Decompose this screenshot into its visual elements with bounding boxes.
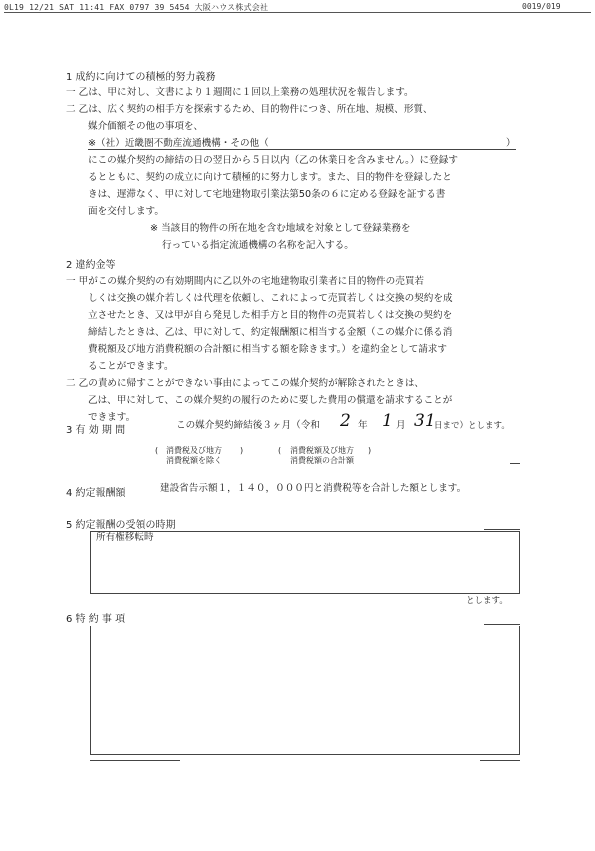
registry-close-paren: ） [506,138,516,149]
section2-item1-line3: 立させたとき、又は甲が自ら発見した相手方と目的物件の売買若しくは交換の契約を [88,310,453,321]
tax-paren-left-line1: 消費税及び地方 [166,446,222,455]
section2-item1-line1: 一 甲がこの媒介契約の有効期間内に乙以外の宅地建物取引業者に目的物件の売買若 [66,276,425,287]
section1-item2-line2: 媒介価額その他の事項を、 [88,121,204,132]
registry-underline [88,149,516,150]
validity-year: 2 [340,411,351,431]
tax-paren-right-open: ( [278,446,282,455]
section2-heading: 2 違約金等 [66,260,116,271]
section2-item2-line1: 二 乙の責めに帰すことができない事由によってこの媒介契約が解除されたときは、 [66,378,425,389]
tax-paren-right-line2: 消費税額の合計額 [290,456,354,465]
section1-note-line1: ※ 当該目的物件の所在地を含む地域を対象として登録業務を [150,223,411,234]
section2-item1-line2: しくは交換の媒介若しくは代理を依頼し、これによって売買若しくは交換の契約を成 [88,293,453,304]
tax-dash-mark [510,463,520,464]
tax-paren-left-open: ( [155,446,159,455]
fee-timing-value: 所有権移転時 [96,532,154,543]
validity-day: 31 [414,411,436,431]
section3-heading: 3 有 効 期 間 [66,425,126,436]
section5-heading: 5 約定報酬の受領の時期 [66,520,176,531]
section6-heading: 6 特 約 事 項 [66,614,126,625]
validity-month: 1 [382,411,393,431]
special-terms-top-tick [484,624,520,625]
section2-item1-line6: ることができます。 [88,361,174,372]
section1-item2-line6: 面を交付します。 [88,206,164,217]
section2-item1-line5: 費税額及び地方消費税額の合計額に相当する額を除きます。）を違約金として請求す [88,344,447,355]
validity-tail: 日まで）とします。 [434,421,510,431]
section2-item2-line2: 乙は、甲に対して、この媒介契約の履行のために要した費用の償還を請求することが [88,395,453,406]
section1-note-line2: 行っている指定流通機構の名称を記入する。 [162,240,354,251]
section4-heading: 4 約定報酬額 [66,488,126,499]
tax-paren-right-close: ) [368,446,372,455]
section2-item2-line3: できます。 [88,412,136,423]
tax-paren-left-close: ) [240,446,244,455]
special-terms-bottom-tick-left [90,760,180,761]
section1-item2-line1: 二 乙は、広く契約の相手方を探索するため、目的物件につき、所在地、規模、形質、 [66,104,433,115]
special-terms-bottom-tick-right [480,760,520,761]
special-terms-box [90,626,520,755]
agreed-fee-text: 建設省告示額１，１４０，０００円と消費税等を合計した額とします。 [160,483,467,494]
fee-timing-box [90,531,520,594]
section1-heading: 1 成約に向けての積極的努力義務 [66,72,216,83]
validity-month-unit: 月 [396,420,406,431]
fax-header-divider [4,12,591,13]
section2-item1-line4: 締結したときは、乙は、甲に対して、約定報酬額に相当する金額（この媒介に係る消 [88,327,453,338]
section1-item1: 一 乙は、甲に対し、文書により１週間に１回以上業務の処理状況を報告します。 [66,87,414,98]
section1-item2-line5: きは、遅滞なく、甲に対して宅地建物取引業法第50条の６に定める登録を証する書 [88,189,446,200]
section1-item2-line4: るとともに、契約の成立に向けて積極的に努力します。また、目的物件を登録したと [88,172,452,183]
registry-name-label: ※（社）近畿圏不動産流通機構・その他（ [88,138,269,149]
fee-timing-suffix: とします。 [466,596,508,606]
tax-paren-left-line2: 消費税額を除く [166,456,222,465]
validity-text: この媒介契約締結後３ヶ月（令和 [176,420,320,431]
tax-paren-right-line1: 消費税額及び地方 [290,446,354,455]
fee-timing-top-tick [484,529,520,530]
section1-item2-line3: にこの媒介契約の締結の日の翌日から５日以内（乙の休業日を含みません。）に登録す [88,155,458,166]
validity-year-unit: 年 [358,420,368,431]
fax-header-page-count: 0019/019 [522,2,561,11]
fax-header-left: 0L19 12/21 SAT 11:41 FAX 0797 39 5454 大阪ハウス株式会社 [4,3,269,12]
